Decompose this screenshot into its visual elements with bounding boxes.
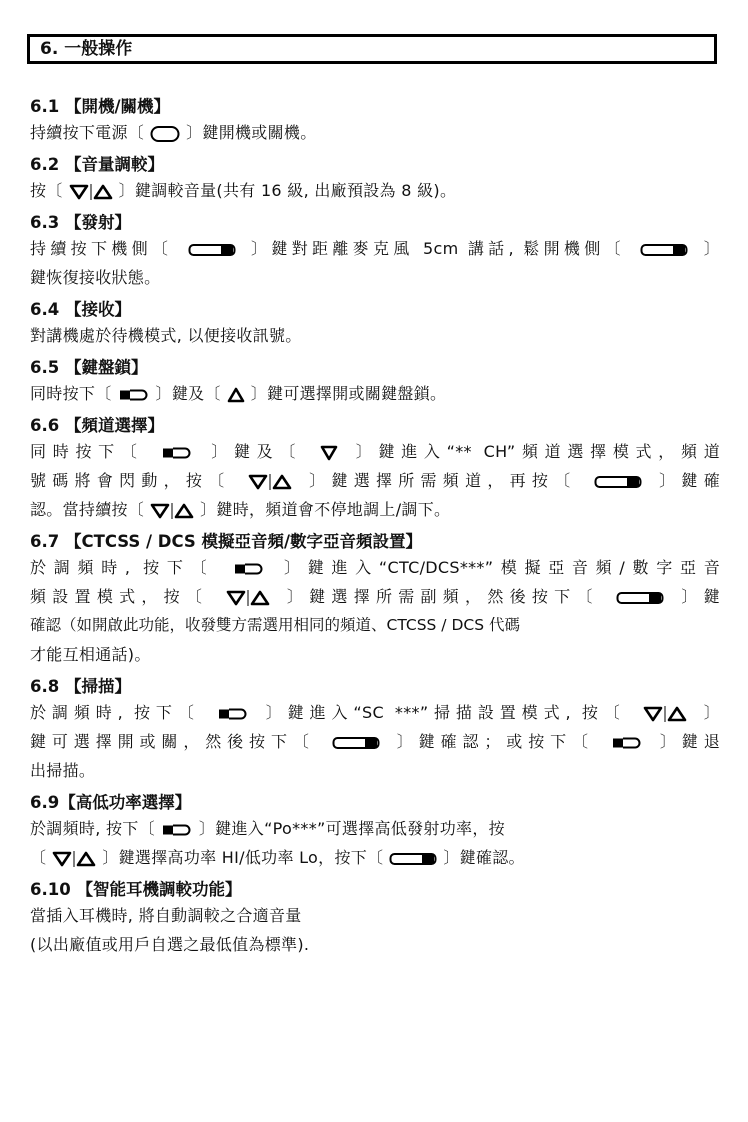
function-key-icon xyxy=(118,388,150,402)
chapter-title: 6. 一般操作 xyxy=(40,39,133,59)
text-segment: 〕鍵 xyxy=(681,587,720,606)
section-title: 6.5 【鍵盤鎖】 xyxy=(30,358,148,377)
text-segment: 〕鍵及〔 xyxy=(155,384,221,403)
ptt-side-key-icon xyxy=(332,736,380,750)
text-line xyxy=(30,437,720,466)
section-body xyxy=(30,234,720,292)
text-segment: 同時按下〔 xyxy=(30,384,112,403)
text-segment: 〕鍵調較音量(共有 16 級, 出廠預設為 8 級)。 xyxy=(118,181,457,200)
text-line xyxy=(30,379,720,408)
text-line xyxy=(30,582,720,611)
function-key-icon xyxy=(611,736,643,750)
text-segment: 〕鍵進入“CTC/DCS***”模擬亞音頻/數字亞音 xyxy=(283,558,721,577)
text-line: 才能互相通話)。 xyxy=(30,645,151,664)
section-body xyxy=(30,379,720,408)
text-segment: 認。當持續按〔 xyxy=(30,500,145,519)
text-segment: 〕鍵開機或關機。 xyxy=(186,123,317,142)
text-segment: 〕 xyxy=(703,239,720,258)
section-body xyxy=(30,321,720,350)
section-6-9 xyxy=(30,792,720,872)
text-line xyxy=(30,843,720,872)
section-6-7 xyxy=(30,531,720,669)
section-6-5 xyxy=(30,357,720,408)
ptt-side-key-icon xyxy=(188,243,236,257)
text-segment: 〕鍵可選擇開或關鍵盤鎖。 xyxy=(250,384,447,403)
section-6-2 xyxy=(30,154,720,205)
text-segment: 號碼將會閃動，按〔 xyxy=(30,471,231,490)
section-body xyxy=(30,901,720,959)
text-line xyxy=(30,814,720,843)
text-segment: 〕鍵確 xyxy=(659,471,720,490)
chapter-heading-box xyxy=(27,34,717,64)
text-line xyxy=(30,176,720,205)
text-segment: 〕鍵對距離麥克風 5cm 講話, 鬆開機側〔 xyxy=(251,239,625,258)
up-key-icon xyxy=(227,387,245,403)
text-segment: 持續按下電源〔 xyxy=(30,123,145,142)
text-segment: 〔 xyxy=(30,848,47,867)
section-title: 6.8 【掃描】 xyxy=(30,677,131,696)
section-title: 6.10 【智能耳機調較功能】 xyxy=(30,880,242,899)
text-segment: 〕鍵進入“Po***”可選擇高低發射功率，按 xyxy=(198,819,505,838)
text-segment: 〕鍵選擇所需頻道，再按〔 xyxy=(309,471,577,490)
section-body xyxy=(30,118,720,147)
function-key-icon xyxy=(233,562,265,576)
text-line: 鍵恢復接收狀態。 xyxy=(30,268,161,287)
down-up-keys-icon xyxy=(643,705,687,723)
text-segment: 〕鍵時，頻道會不停地調上/調下。 xyxy=(200,500,451,519)
text-segment: 〕鍵確認。 xyxy=(443,848,525,867)
text-segment: 〕 xyxy=(703,703,721,722)
sections-container xyxy=(30,96,720,959)
text-line xyxy=(30,553,720,582)
section-body xyxy=(30,553,720,669)
text-line xyxy=(30,118,720,147)
section-title: 6.9【高低功率選擇】 xyxy=(30,793,192,812)
text-line: 出掃描。 xyxy=(30,761,96,780)
down-key-icon xyxy=(320,445,338,461)
text-segment: 按〔 xyxy=(30,181,63,200)
text-line: 對講機處於待機模式, 以便接收訊號。 xyxy=(30,326,302,345)
text-segment: 於調頻時, 按下〔 xyxy=(30,558,215,577)
ptt-side-key-icon xyxy=(389,852,437,866)
section-6-1 xyxy=(30,96,720,147)
text-line xyxy=(30,466,720,495)
text-segment: 〕鍵退 xyxy=(659,732,721,751)
text-line: 確認（如開啟此功能，收發雙方需選用相同的頻道、CTCSS / DCS 代碼 xyxy=(30,616,520,634)
text-line xyxy=(30,234,720,263)
text-segment: 同時按下〔 xyxy=(30,442,144,461)
down-up-keys-icon xyxy=(52,850,96,868)
text-line xyxy=(30,727,720,756)
section-6-8 xyxy=(30,676,720,785)
section-body xyxy=(30,176,720,205)
section-title: 6.1 【開機/關機】 xyxy=(30,97,171,116)
section-body xyxy=(30,814,720,872)
ptt-side-key-icon xyxy=(616,591,664,605)
section-title: 6.4 【接收】 xyxy=(30,300,131,319)
section-6-4 xyxy=(30,299,720,350)
ptt-side-key-icon xyxy=(640,243,688,257)
text-segment: 〕鍵進入“** CH”頻道選擇模式，頻道 xyxy=(355,442,720,461)
text-line: 當插入耳機時, 將自動調較之合適音量 xyxy=(30,906,302,925)
section-title: 6.2 【音量調較】 xyxy=(30,155,164,174)
text-segment: 〕鍵確認；或按下〔 xyxy=(396,732,594,751)
section-body xyxy=(30,437,720,524)
power-key-icon xyxy=(150,125,180,143)
down-up-keys-icon xyxy=(248,473,292,491)
section-title: 6.6 【頻道選擇】 xyxy=(30,416,164,435)
down-up-keys-icon xyxy=(226,589,270,607)
text-segment: 〕鍵選擇高功率 HI/低功率 Lo，按下〔 xyxy=(102,848,384,867)
text-segment: 〕鍵選擇所需副頻，然後按下〔 xyxy=(286,587,599,606)
text-segment: 〕鍵進入“SC ***”掃描設置模式, 按〔 xyxy=(265,703,626,722)
text-segment: 鍵可選擇開或關，然後按下〔 xyxy=(30,732,315,751)
down-up-keys-icon xyxy=(150,502,194,520)
text-line: (以出廠值或用戶自選之最低值為標準). xyxy=(30,935,310,954)
text-line xyxy=(30,495,720,524)
text-segment: 持續按下機側〔 xyxy=(30,239,173,258)
section-body xyxy=(30,698,720,785)
function-key-icon xyxy=(161,446,193,460)
text-segment: 〕鍵及〔 xyxy=(211,442,303,461)
text-segment: 於調頻時, 按下〔 xyxy=(30,819,155,838)
function-key-icon xyxy=(217,707,249,721)
section-6-3 xyxy=(30,212,720,292)
text-segment: 於調頻時, 按下〔 xyxy=(30,703,200,722)
section-6-10 xyxy=(30,879,720,959)
section-6-6 xyxy=(30,415,720,524)
text-segment: 頻設置模式，按〔 xyxy=(30,587,209,606)
text-line xyxy=(30,698,720,727)
ptt-side-key-icon xyxy=(594,475,642,489)
down-up-keys-icon xyxy=(69,183,113,201)
function-key-icon xyxy=(161,823,193,837)
section-title: 6.3 【發射】 xyxy=(30,213,131,232)
section-title: 6.7 【CTCSS / DCS 模擬亞音頻/數字亞音頻設置】 xyxy=(30,532,423,551)
